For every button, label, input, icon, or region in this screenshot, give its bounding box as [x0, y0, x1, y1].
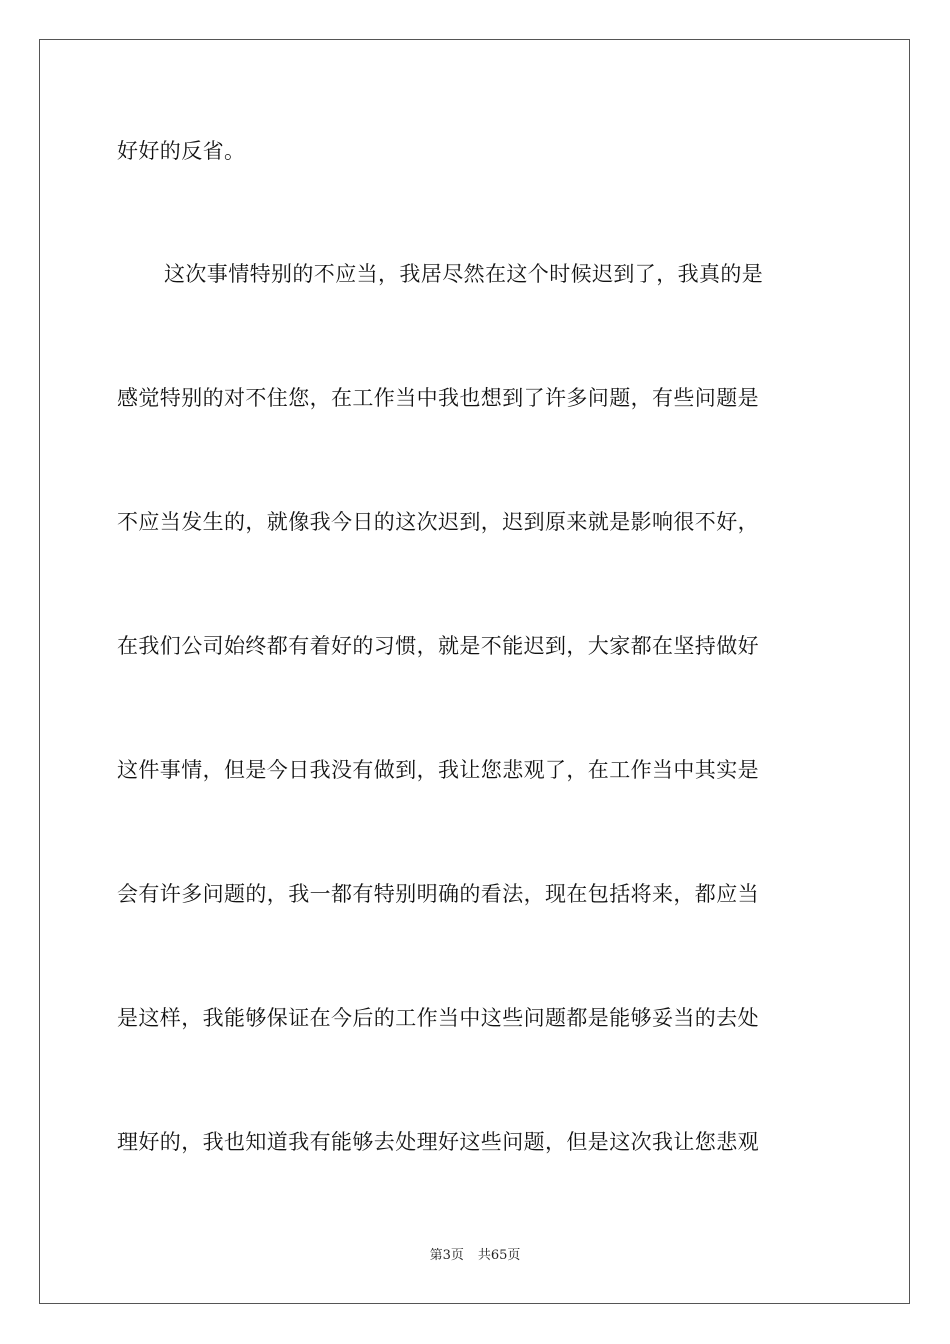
text-line: 是这样，我能够保证在今后的工作当中这些问题都是能够妥当的去处 [117, 1006, 759, 1030]
text-line: 会有许多问题的，我一都有特别明确的看法，现在包括将来，都应当 [117, 882, 759, 906]
current-page-number: 第3页 [429, 1248, 464, 1263]
text-line: 不应当发生的，就像我今日的这次迟到，迟到原来就是影响很不好， [117, 510, 759, 534]
paragraph-first-line: 这次事情特别的不应当，我居尽然在这个时候迟到了，我真的是 [164, 262, 764, 286]
page-border [39, 39, 910, 1304]
page-footer [0, 1248, 950, 1264]
text-line: 这件事情，但是今日我没有做到，我让您悲观了，在工作当中其实是 [117, 758, 759, 782]
text-line: 感觉特别的对不住您，在工作当中我也想到了许多问题，有些问题是 [117, 386, 759, 410]
text-line: 好好的反省。 [117, 139, 246, 163]
text-line: 理好的，我也知道我有能够去处理好这些问题，但是这次我让您悲观 [117, 1130, 759, 1154]
text-line: 在我们公司始终都有着好的习惯，就是不能迟到，大家都在坚持做好 [117, 634, 759, 658]
total-pages: 共65页 [477, 1248, 521, 1263]
